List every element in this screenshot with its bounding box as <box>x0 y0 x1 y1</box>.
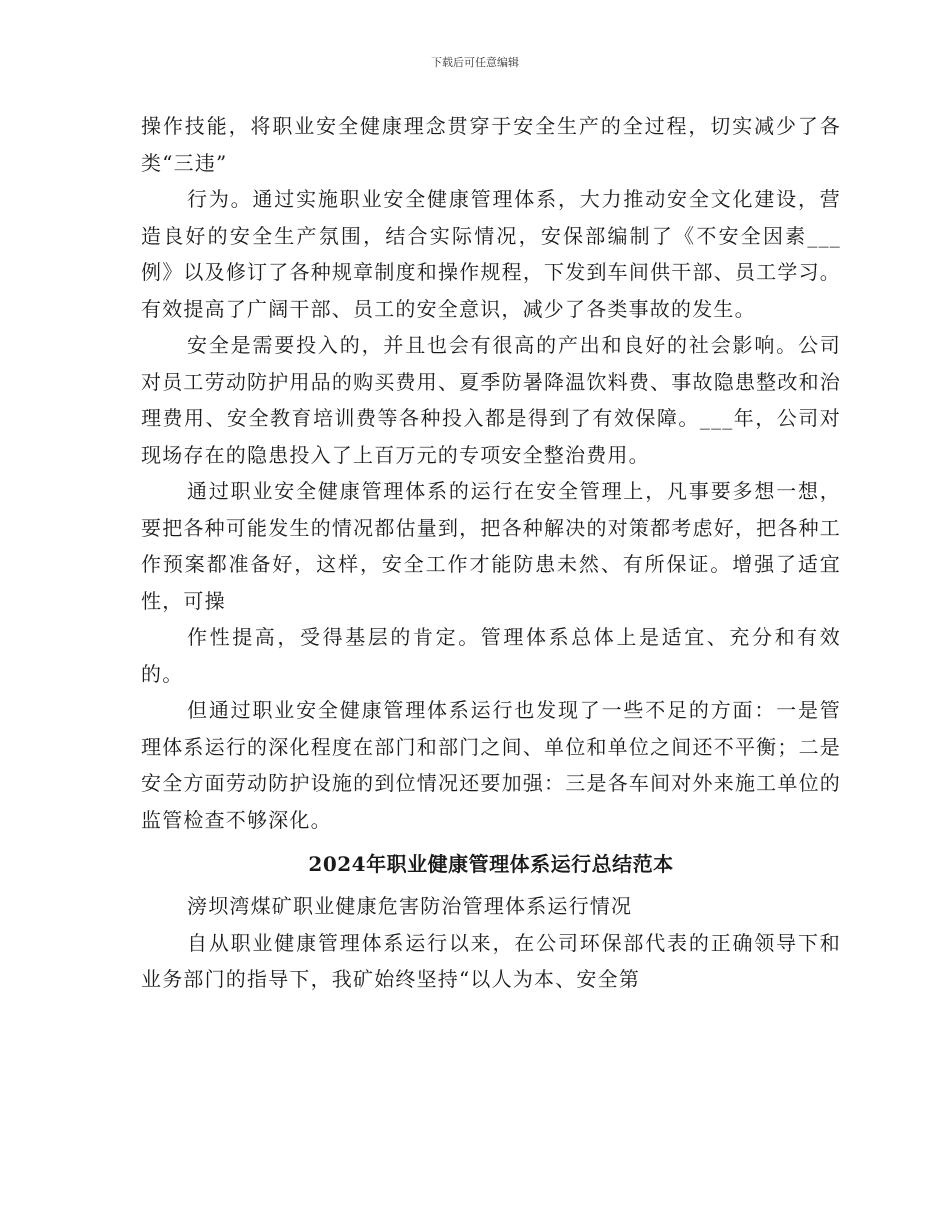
paragraph-8: 自从职业健康管理体系运行以来，在公司环保部代表的正确领导下和业务部门的指导下，我矿始终坚持“以人为本、安全第 <box>141 930 841 991</box>
paragraph-1: 操作技能，将职业安全健康理念贯穿于安全生产的全过程，切实减少了各类“三违” <box>141 114 841 175</box>
paragraph-3: 安全是需要投入的，并且也会有很高的产出和良好的社会影响。公司对员工劳动防护用品的购买费用、夏季防暑降温饮料费、事故隐患整改和治理费用、安全教育培训费等各种投入都是得到了有效保障。___年，公司对现场存在的隐患投入了上百万元的专项安全整治费用。 <box>141 333 841 467</box>
section-title: 2024年职业健康管理体系运行总结范本 <box>308 852 674 876</box>
paragraph-7: 滂坝湾煤矿职业健康危害防治管理体系运行情况 <box>187 894 633 918</box>
document-body <box>141 108 841 998</box>
paragraph-6: 但通过职业安全健康管理体系运行也发现了一些不足的方面：一是管理体系运行的深化程度在部门和部门之间、单位和单位之间还不平衡；二是安全方面劳动防护设施的到位情况还要加强：三是各车间对外来施工单位的监管检查不够深化。 <box>141 698 841 832</box>
page-header: 下载后可任意编辑 <box>431 56 519 69</box>
paragraph-2: 行为。通过实施职业安全健康管理体系，大力推动安全文化建设，营造良好的安全生产氛围，结合实际情况，安保部编制了《不安全因素___例》以及修订了各种规章制度和操作规程，下发到车间供干部、员工学习。有效提高了广阔干部、员工的安全意识，减少了各类事故的发生。 <box>141 187 841 321</box>
paragraph-4: 通过职业安全健康管理体系的运行在安全管理上，凡事要多想一想，要把各种可能发生的情况都估量到，把各种解决的对策都考虑好，把各种工作预案都准备好，这样，安全工作才能防患未然、有所保证。增强了适宜性，可操 <box>141 479 841 613</box>
paragraph-5: 作性提高，受得基层的肯定。管理体系总体上是适宜、充分和有效的。 <box>141 625 841 686</box>
